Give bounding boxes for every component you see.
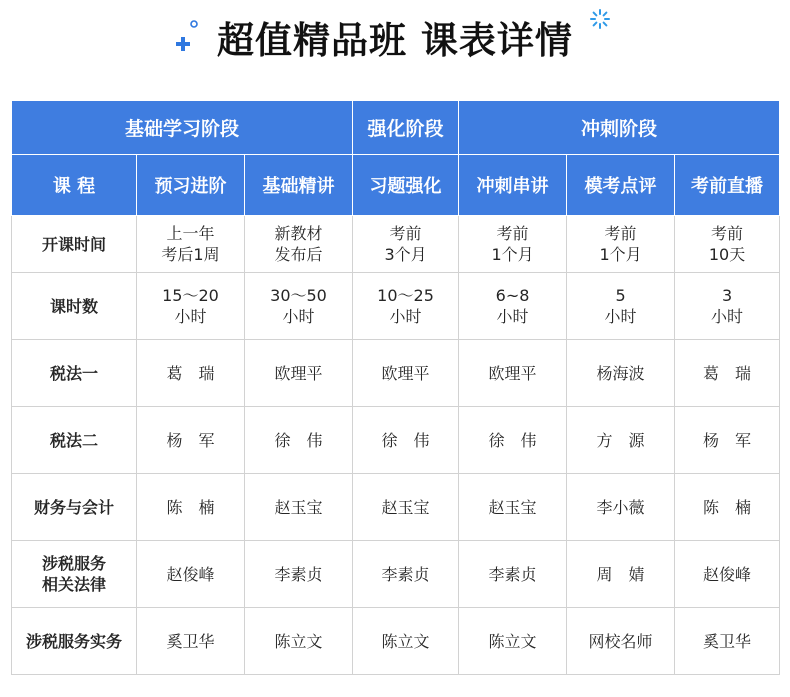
table-cell (675, 216, 780, 273)
row-label: 涉税服务实务 (12, 608, 137, 675)
table-cell: 赵俊峰 (137, 541, 245, 608)
table-cell: 杨海波 (567, 340, 675, 407)
page-title: 超值精品班 课表详情 (217, 19, 573, 62)
table-cell: 葛 瑞 (137, 340, 245, 407)
table-cell: 杨 军 (137, 407, 245, 474)
row-label-line: 相关法律 (41, 575, 106, 594)
cell-line: 小时 (282, 307, 315, 326)
table-cell: 杨 军 (675, 407, 780, 474)
row-label: 开课时间 (12, 216, 137, 273)
table-cell: 奚卫华 (675, 608, 780, 675)
cell-line: 发布后 (274, 245, 323, 264)
table-row-tax-service-practice (12, 608, 780, 675)
cell-line: 考前 (711, 224, 744, 243)
table-cell: 赵玉宝 (353, 474, 459, 541)
table-cell: 徐 伟 (353, 407, 459, 474)
table-row-tax-law-1 (12, 340, 780, 407)
course-header-label: 课 程 (12, 155, 137, 216)
table-cell (137, 216, 245, 273)
row-label: 财务与会计 (12, 474, 137, 541)
cell-line: 1个月 (599, 245, 642, 264)
cell-line: 3个月 (384, 245, 427, 264)
column-header: 预习进阶 (137, 155, 245, 216)
stage-header-intensive: 强化阶段 (353, 101, 459, 155)
cell-line: 30～50 (270, 286, 327, 305)
table-cell: 方 源 (567, 407, 675, 474)
column-header: 习题强化 (353, 155, 459, 216)
table-cell: 赵玉宝 (245, 474, 353, 541)
cell-line: 小时 (604, 307, 637, 326)
cell-line: 考前 (496, 224, 529, 243)
table-cell: 陈 楠 (137, 474, 245, 541)
cell-line: 新教材 (274, 224, 323, 243)
cell-line: 考前 (389, 224, 422, 243)
table-cell: 陈立文 (353, 608, 459, 675)
table-cell: 周 婧 (567, 541, 675, 608)
table-cell: 徐 伟 (245, 407, 353, 474)
row-label: 税法二 (12, 407, 137, 474)
row-label: 税法一 (12, 340, 137, 407)
title-area (0, 0, 790, 90)
row-label-line: 涉税服务 (41, 554, 106, 573)
table-cell (245, 273, 353, 340)
table-row-tax-service-law (12, 541, 780, 608)
stage-header-basic: 基础学习阶段 (12, 101, 353, 155)
column-header: 基础精讲 (245, 155, 353, 216)
table-cell: 李素贞 (353, 541, 459, 608)
course-header-row (12, 155, 780, 216)
cell-line: 1个月 (491, 245, 534, 264)
table-cell: 赵俊峰 (675, 541, 780, 608)
cell-line: 6~8 (495, 286, 530, 305)
table-cell (137, 273, 245, 340)
cell-line: 10～25 (377, 286, 434, 305)
table-cell (245, 216, 353, 273)
stage-header-row (12, 101, 780, 155)
column-header: 冲刺串讲 (459, 155, 567, 216)
cell-line: 小时 (174, 307, 207, 326)
table-cell (353, 216, 459, 273)
column-header: 模考点评 (567, 155, 675, 216)
table-cell: 欧理平 (245, 340, 353, 407)
cell-line: 上一年 (166, 224, 215, 243)
table-row-tax-law-2 (12, 407, 780, 474)
stage-header-sprint: 冲刺阶段 (459, 101, 780, 155)
table-cell (459, 216, 567, 273)
table-cell: 李素贞 (459, 541, 567, 608)
table-cell (459, 273, 567, 340)
table-row-start-time (12, 216, 780, 273)
cell-line: 小时 (496, 307, 529, 326)
row-label (12, 541, 137, 608)
table-cell (567, 273, 675, 340)
cell-line: 5 (615, 286, 626, 305)
sparkle-decoration-icon (590, 9, 610, 29)
cell-line: 考前 (604, 224, 637, 243)
table-cell: 欧理平 (353, 340, 459, 407)
row-label: 课时数 (12, 273, 137, 340)
cell-line: 10天 (708, 245, 746, 264)
cell-line: 小时 (389, 307, 422, 326)
table-cell: 李小薇 (567, 474, 675, 541)
column-header: 考前直播 (675, 155, 780, 216)
cell-line: 考后1周 (161, 245, 220, 264)
table-cell (353, 273, 459, 340)
table-cell: 葛 瑞 (675, 340, 780, 407)
table-cell (675, 273, 780, 340)
cell-line: 3 (721, 286, 733, 305)
table-cell: 李素贞 (245, 541, 353, 608)
table-cell: 陈立文 (459, 608, 567, 675)
course-schedule-table (11, 100, 780, 675)
table-cell: 赵玉宝 (459, 474, 567, 541)
table-cell: 奚卫华 (137, 608, 245, 675)
table-cell: 陈立文 (245, 608, 353, 675)
table-cell: 陈 楠 (675, 474, 780, 541)
table-cell: 徐 伟 (459, 407, 567, 474)
table-cell (567, 216, 675, 273)
cell-line: 小时 (711, 307, 744, 326)
table-row-hours (12, 273, 780, 340)
table-cell: 网校名师 (567, 608, 675, 675)
table-row-finance-accounting (12, 474, 780, 541)
table-cell: 欧理平 (459, 340, 567, 407)
cell-line: 15～20 (162, 286, 219, 305)
